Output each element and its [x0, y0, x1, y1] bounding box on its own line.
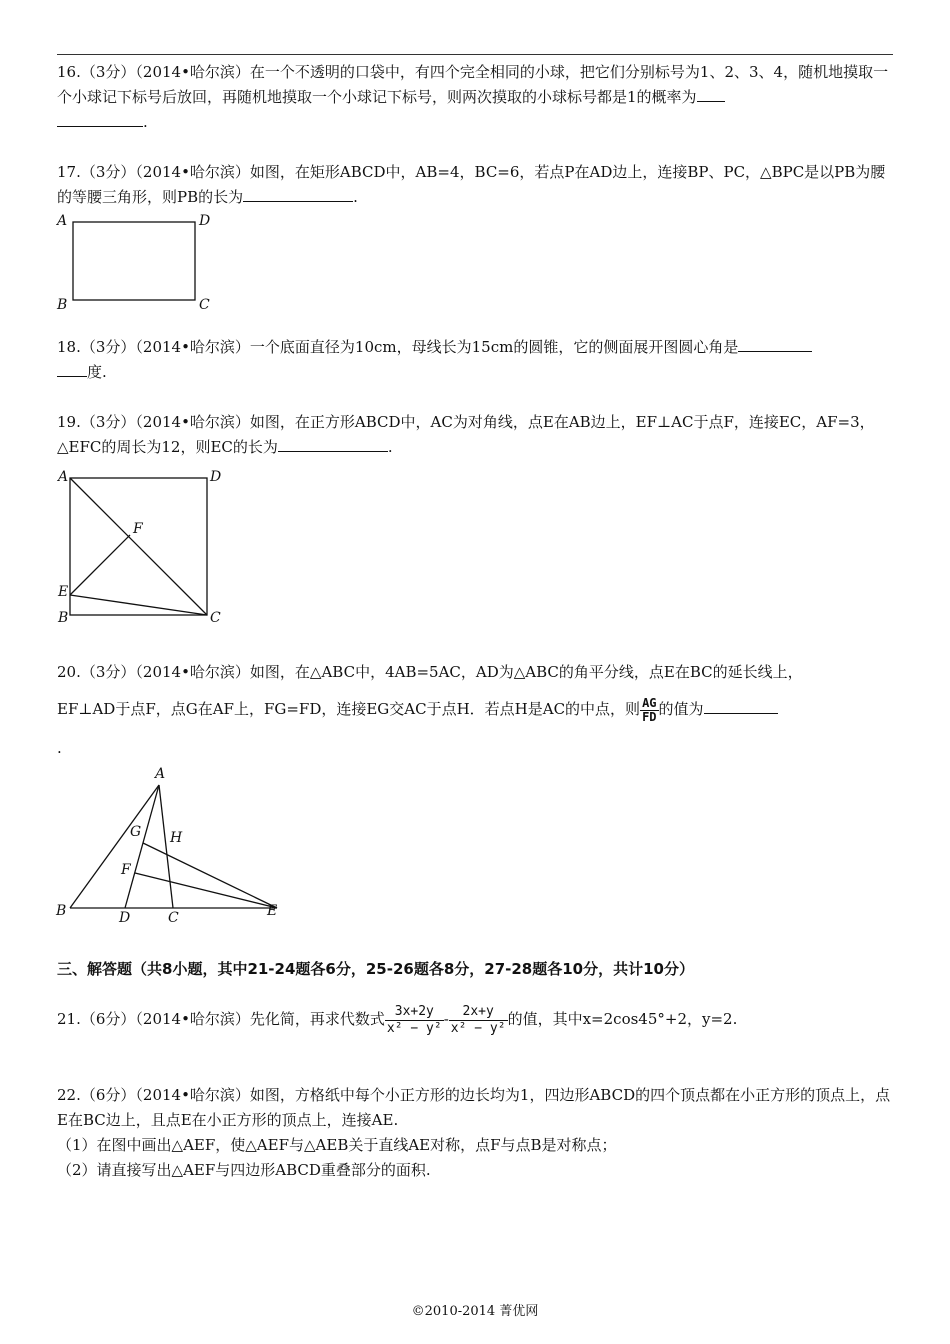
section-heading: 三、解答题（共8小题，其中21-24题各6分，25-26题各8分，27-28题各10分，共计10分） — [57, 960, 694, 978]
label-a: A — [57, 213, 68, 229]
answer-blank[interactable] — [57, 111, 143, 127]
answer-blank[interactable] — [738, 336, 812, 352]
minus-sign: - — [443, 1010, 449, 1028]
question-20-text-1: 20.（3分）（2014•哈尔滨）如图，在△ABC中，4AB=5AC，AD为△ABC的角平分线，点E在BC的延长线上， — [57, 663, 803, 681]
footer-copyright: ©2010-2014 菁优网 — [411, 1304, 539, 1319]
question-16-text: 16.（3分）（2014•哈尔滨）在一个不透明的口袋中，有四个完全相同的小球，把它们分别标号为1、2、3、4，随机地摸取一个小球记下标号后放回，再随机地摸取一个小球记下标号，则两次摸取的小球标号都是1的概率为 — [57, 63, 889, 106]
question-17-text: 17.（3分）（2014•哈尔滨）如图，在矩形ABCD中，AB=4，BC=6，若点P在AD边上，连接BP、PC，△BPC是以PB为腰的等腰三角形，则PB的长为 — [57, 163, 886, 206]
question-16-end: . — [143, 113, 148, 131]
fraction-numerator: 3x+2y — [385, 1004, 444, 1021]
question-16 — [57, 60, 893, 135]
question-18-end: 度. — [87, 363, 107, 381]
fraction-denominator: x² − y² — [386, 1020, 442, 1036]
label-d: D — [119, 910, 131, 926]
rectangle-abcd — [73, 222, 195, 300]
segment-ad — [125, 785, 159, 908]
fraction-1 — [385, 1004, 444, 1037]
segment-ac — [159, 785, 173, 908]
question-20-line-2 — [57, 694, 893, 724]
question-20-text-2b: 的值为 — [658, 700, 704, 718]
label-e: E — [267, 903, 278, 919]
question-20-end: . — [57, 739, 62, 757]
answer-blank[interactable] — [278, 436, 388, 452]
fraction-denominator: x² − y² — [450, 1020, 506, 1036]
label-c: C — [199, 297, 210, 313]
segment-fe — [135, 873, 277, 908]
question-19 — [57, 410, 893, 460]
label-g: G — [130, 824, 142, 840]
fraction-numerator: 2x+y — [449, 1004, 508, 1021]
label-e: E — [58, 584, 69, 600]
top-rule — [57, 54, 893, 55]
question-21 — [57, 994, 893, 1044]
fraction-denominator: FD — [642, 709, 657, 724]
label-c: C — [168, 910, 179, 926]
label-b: B — [57, 297, 68, 313]
fraction-numerator: AG — [642, 695, 657, 710]
figure-q17-rectangle — [55, 210, 225, 315]
label-f: F — [133, 521, 143, 537]
segment-ge — [143, 843, 277, 908]
label-d: D — [199, 213, 211, 229]
label-b: B — [58, 610, 69, 626]
question-17 — [57, 160, 893, 210]
label-h: H — [170, 830, 183, 846]
question-19-text: 19.（3分）（2014•哈尔滨）如图，在正方形ABCD中，AC为对角线，点E在AB边上，EF⊥AC于点F，连接EC，AF=3，△EFC的周长为12，则EC的长为 — [57, 413, 875, 456]
answer-blank[interactable] — [704, 698, 778, 714]
label-b: B — [56, 903, 67, 919]
answer-blank[interactable] — [243, 186, 353, 202]
question-19-end: . — [387, 438, 393, 456]
label-f: F — [121, 862, 131, 878]
figure-q19-square — [55, 465, 235, 630]
question-22 — [57, 1083, 893, 1183]
label-d: D — [210, 469, 222, 485]
figure-q20-triangle — [55, 765, 295, 930]
segment-ab — [70, 785, 159, 908]
question-21-text-a: 21.（6分）（2014•哈尔滨）先化简，再求代数式 — [57, 1010, 385, 1028]
diagonal-ac — [70, 478, 207, 615]
segment-ef — [70, 535, 130, 595]
question-22-item-2: （2）请直接写出△AEF与四边形ABCD重叠部分的面积. — [57, 1161, 431, 1179]
label-c: C — [210, 610, 221, 626]
question-22-item-1: （1）在图中画出△AEF，使△AEF与△AEB关于直线AE对称，点F与点B是对称点； — [57, 1136, 617, 1154]
question-20-text-2a: EF⊥AD于点F，点G在AF上，FG=FD，连接EG交AC于点H．若点H是AC的中点，则 — [57, 700, 641, 718]
question-20 — [57, 660, 893, 685]
fraction-ag-over-fd — [640, 697, 658, 724]
question-22-text: 22.（6分）（2014•哈尔滨）如图，方格纸中每个小正方形的边长均为1，四边形ABCD的四个顶点都在小正方形的顶点上，点E在BC边上，且点E在小正方形的顶点上，连接AE. — [57, 1086, 891, 1129]
question-17-end: . — [353, 188, 358, 206]
question-18 — [57, 335, 893, 385]
label-a: A — [58, 469, 69, 485]
answer-blank[interactable] — [697, 86, 725, 102]
question-18-text: 18.（3分）（2014•哈尔滨）一个底面直径为10cm，母线长为15cm的圆锥，它的侧面展开图圆心角是 — [57, 338, 739, 356]
answer-blank[interactable] — [57, 361, 87, 377]
question-20-end-line — [57, 736, 893, 761]
question-21-text-b: 的值，其中x=2cos45°+2，y=2. — [507, 1010, 738, 1028]
segment-ec — [70, 595, 207, 615]
fraction-2 — [449, 1004, 508, 1037]
label-a: A — [155, 766, 166, 782]
